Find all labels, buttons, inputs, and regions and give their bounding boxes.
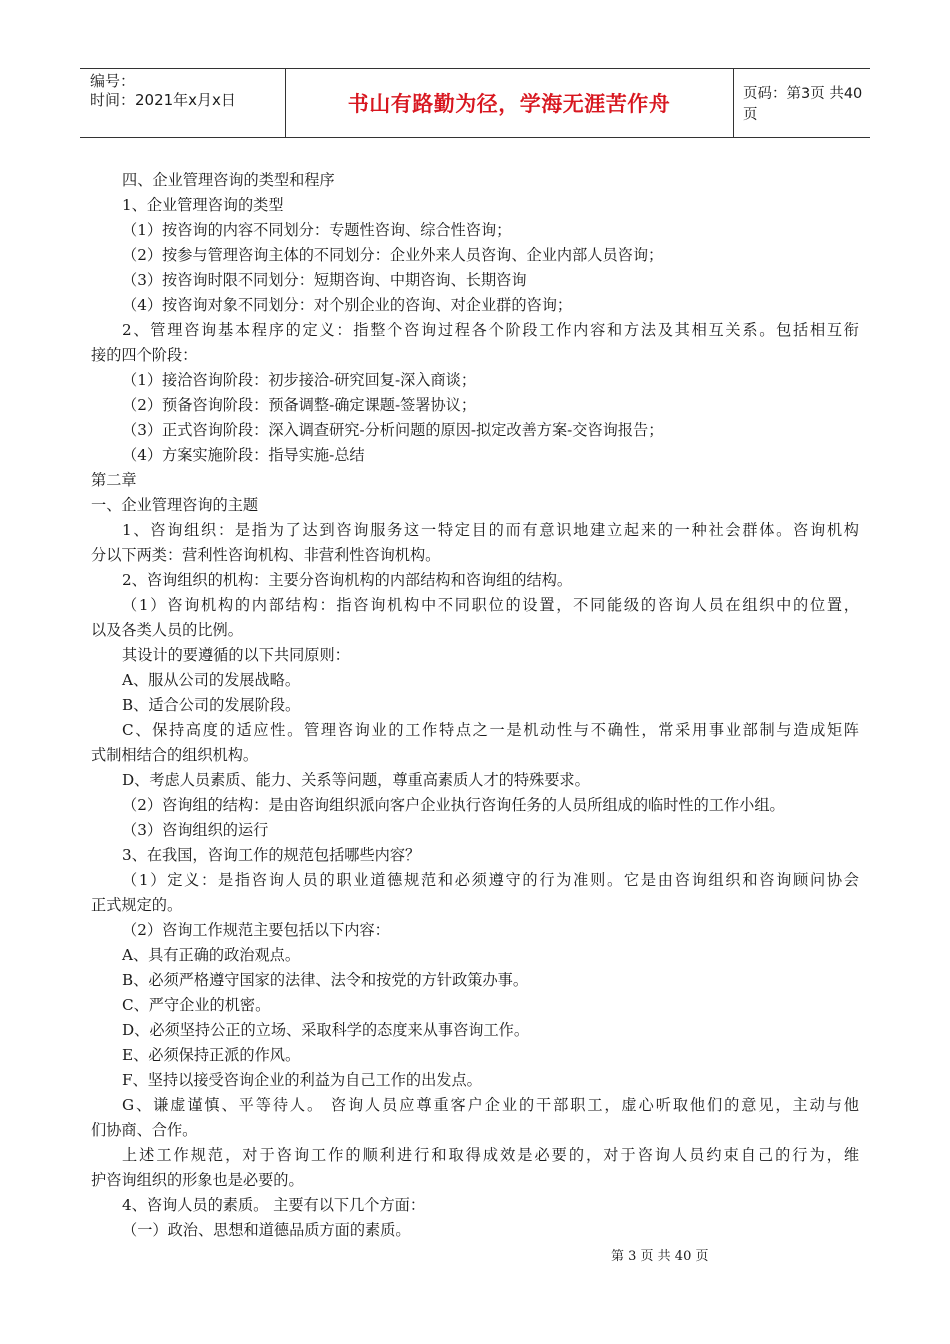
header-page-number: 页码：第3页 共40页	[743, 86, 863, 123]
text-line: G、谦虚谨慎、平等待人。 咨询人员应尊重客户企业的干部职工，虚心听取他们的意见，主动与他	[122, 1096, 859, 1114]
text-line: 其设计的要遵循的以下共同原则：	[122, 646, 350, 664]
text-line: 一、企业管理咨询的主题	[91, 496, 259, 514]
text-line: （2）咨询组的结构：是由咨询组织派向客户企业执行咨询任务的人员所组成的临时性的工作小组。	[122, 796, 785, 814]
text-line: 接的四个阶段：	[91, 346, 198, 364]
text-line: E、必须保持正派的作风。	[122, 1046, 301, 1064]
text-line: （2）预备咨询阶段：预备调整-确定课题-签署协议；	[122, 396, 477, 414]
text-line: （2）咨询工作规范主要包括以下内容：	[122, 921, 390, 939]
text-line: 2、咨询组织的机构：主要分咨询机构的内部结构和咨询组的结构。	[122, 571, 573, 589]
text-line: 3、在我国，咨询工作的规范包括哪些内容？	[122, 846, 421, 864]
text-line: （3）按咨询时限不同划分：短期咨询、中期咨询、长期咨询	[122, 271, 527, 289]
text-line: B、适合公司的发展阶段。	[122, 696, 301, 714]
text-line: 2、管理咨询基本程序的定义：指整个咨询过程各个阶段工作内容和方法及其相互关系。包括相互衔	[122, 321, 859, 339]
text-line: （4）方案实施阶段：指导实施-总结	[122, 446, 365, 464]
document-body	[91, 168, 859, 1243]
text-line: 1、企业管理咨询的类型	[122, 196, 284, 214]
text-line: （1）咨询机构的内部结构：指咨询机构中不同职位的设置，不同能级的咨询人员在组织中的位置，	[122, 596, 859, 614]
text-line: 第二章	[91, 471, 137, 489]
text-line: （4）按咨询对象不同划分：对个别企业的咨询、对企业群的咨询；	[122, 296, 573, 314]
text-line: A、服从公司的发展战略。	[122, 671, 301, 689]
text-line: 上述工作规范，对于咨询工作的顺利进行和取得成效是必要的，对于咨询人员约束自己的行为，维	[122, 1146, 859, 1164]
text-line: （3）正式咨询阶段：深入调查研究-分析问题的原因-拟定改善方案-交咨询报告；	[122, 421, 664, 439]
text-line: （3）咨询组织的运行	[122, 821, 269, 839]
text-line: 以及各类人员的比例。	[91, 621, 243, 639]
text-line: 正式规定的。	[91, 896, 183, 914]
text-line: 1、咨询组织：是指为了达到咨询服务这一特定目的而有意识地建立起来的一种社会群体。咨询机构	[122, 521, 859, 539]
text-line: F、坚持以接受咨询企业的利益为自己工作的出发点。	[122, 1071, 482, 1089]
text-line: 分以下两类：营利性咨询机构、非营利性咨询机构。	[91, 546, 441, 564]
text-line: A、具有正确的政治观点。	[122, 946, 301, 964]
serial-label: 编号：	[90, 72, 136, 90]
header-meta	[80, 69, 286, 137]
text-line: D、必须坚持公正的立场、采取科学的态度来从事咨询工作。	[122, 1021, 530, 1039]
text-line: 们协商、合作。	[91, 1121, 198, 1139]
text-line: 4、咨询人员的素质。 主要有以下几个方面：	[122, 1196, 426, 1214]
page-footer: 第 3 页 共 40 页	[611, 1249, 709, 1264]
text-line: （一）政治、思想和道德品质方面的素质。	[122, 1221, 411, 1239]
text-line: 四、企业管理咨询的类型和程序	[122, 171, 335, 189]
text-line: （1）定义：是指咨询人员的职业道德规范和必须遵守的行为准则。它是由咨询组织和咨询顾问协会	[122, 871, 859, 889]
page-header	[80, 68, 870, 138]
text-line: 护咨询组织的形象也是必要的。	[91, 1171, 304, 1189]
text-line: （2）按参与管理咨询主体的不同划分：企业外来人员咨询、企业内部人员咨询；	[122, 246, 664, 264]
text-line: C、保持高度的适应性。管理咨询业的工作特点之一是机动性与不确性，常采用事业部制与造成矩阵	[122, 721, 859, 739]
text-line: B、必须严格遵守国家的法律、法令和按党的方针政策办事。	[122, 971, 529, 989]
text-line: （1）按咨询的内容不同划分：专题性咨询、综合性咨询；	[122, 221, 512, 239]
text-line: D、考虑人员素质、能力、关系等问题，尊重高素质人才的特殊要求。	[122, 771, 590, 789]
text-line: （1）接洽咨询阶段：初步接洽-研究回复-深入商谈；	[122, 371, 477, 389]
text-line: 式制相结合的组织机构。	[91, 746, 259, 764]
header-motto: 书山有路勤为径，学海无涯苦作舟	[285, 69, 734, 137]
text-line: C、严守企业的机密。	[122, 996, 271, 1014]
date-label: 时间：2021年x月x日	[90, 91, 236, 109]
